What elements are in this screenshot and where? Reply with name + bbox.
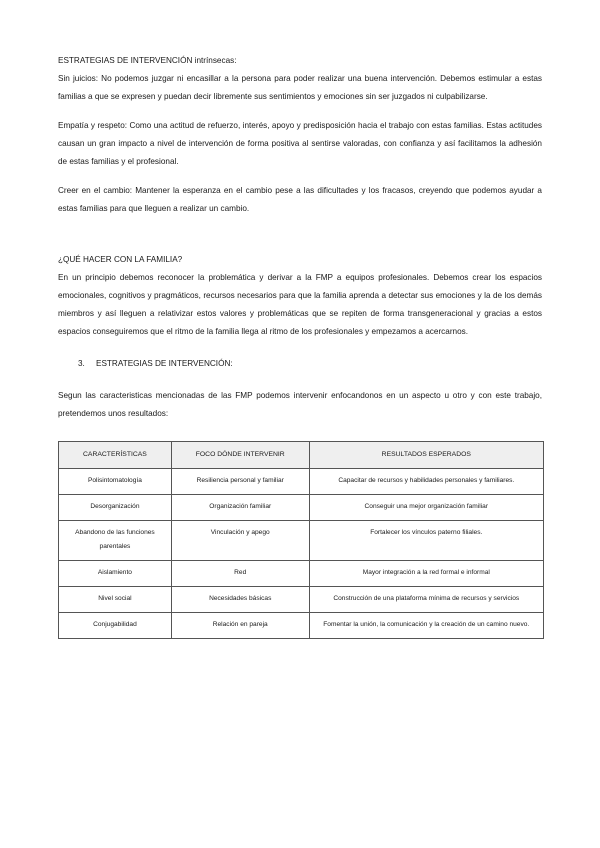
table-header-row (59, 442, 544, 469)
section-title-text: ESTRATEGIAS DE INTERVENCIÓN: (96, 359, 233, 368)
table-cell: Construcción de una plataforma mínima de recursos y servicios (309, 587, 543, 613)
table-cell: Red (171, 561, 309, 587)
table-row (59, 495, 544, 521)
table-cell: Resiliencia personal y familiar (171, 469, 309, 495)
strategies-table (58, 441, 544, 639)
table-cell: Aislamiento (59, 561, 172, 587)
table-cell: Polisintomatología (59, 469, 172, 495)
table-cell: Nivel social (59, 587, 172, 613)
table-row (59, 469, 544, 495)
header-caracteristicas: CARACTERÍSTICAS (59, 442, 172, 469)
table-cell: Vinculación y apego (171, 521, 309, 561)
table-row (59, 613, 544, 639)
table-cell: Organización familiar (171, 495, 309, 521)
table-row (59, 587, 544, 613)
table-cell: Relación en pareja (171, 613, 309, 639)
table-cell: Desorganización (59, 495, 172, 521)
intrinsic-strategies-heading: ESTRATEGIAS DE INTERVENCIÓN intrínsecas: (58, 56, 237, 65)
table-cell: Fortalecer los vínculos paterno filiales. (309, 521, 543, 561)
table-cell: Conjugabilidad (59, 613, 172, 639)
paragraph-creer-en-el-cambio: Creer en el cambio: Mantener la esperanza en el cambio pese a las dificultades y los fracasos, creyendo que podemos ayudar a estas familias para que lleguen a realizar un cambio. (58, 186, 542, 213)
table-cell: Conseguir una mejor organización familiar (309, 495, 543, 521)
table-cell: Fomentar la unión, la comunicación y la creación de un camino nuevo. (309, 613, 543, 639)
header-foco: FOCO DÓNDE INTERVENIR (171, 442, 309, 469)
table-cell: Necesidades básicas (171, 587, 309, 613)
section-3-intro: Segun las caracteristicas mencionadas de las FMP podemos intervenir enfocandonos en un aspecto u otro y con este trabajo, pretendemos unos resultados: (58, 391, 542, 418)
paragraph-empatia-respeto: Empatía y respeto: Como una actitud de refuerzo, interés, apoyo y predisposición hacia el trabajo con estas familias. Estas actitudes causan un gran impacto a nivel de intervención de forma positiva al sentirse valoradas, con confianza y así facilitamos la adhesión de estas familias y el profesional. (58, 121, 542, 166)
paragraph-sin-juicios: Sin juicios: No podemos juzgar ni encasillar a la persona para poder realizar una buena intervención. Debemos estimular a estas familias a que se expresen y puedan decir libremente sus sentimientos y emociones sin ser juzgados ni culpabilizarse. (58, 74, 542, 101)
table-cell: Abandono de las funciones parentales (59, 521, 172, 561)
family-paragraph: En un principio debemos reconocer la problemática y derivar a la FMP a equipos profesionales. Debemos crear los espacios emocionales, cognitivos y pragmáticos, recursos necesarios para que la familia aprenda a detectar sus emociones y la de los demás miembros y así lleguen a relativizar estos valores y problemáticas que se repiten de forma transgeneracional y gracias a estos espacios conseguiremos que el ritmo de la familia llega al ritmo de los profesionales y empezamos a acercarnos. (58, 273, 542, 336)
table-row (59, 521, 544, 561)
table-cell: Mayor integración a la red formal e informal (309, 561, 543, 587)
table-cell: Capacitar de recursos y habilidades personales y familiares. (309, 469, 543, 495)
family-heading: ¿QUÉ HACER CON LA FAMILIA? (58, 255, 183, 264)
section-3-title (78, 355, 542, 373)
header-resultados: RESULTADOS ESPERADOS (309, 442, 543, 469)
spacer (58, 229, 542, 251)
section-number: 3. (78, 359, 85, 368)
table-row (59, 561, 544, 587)
